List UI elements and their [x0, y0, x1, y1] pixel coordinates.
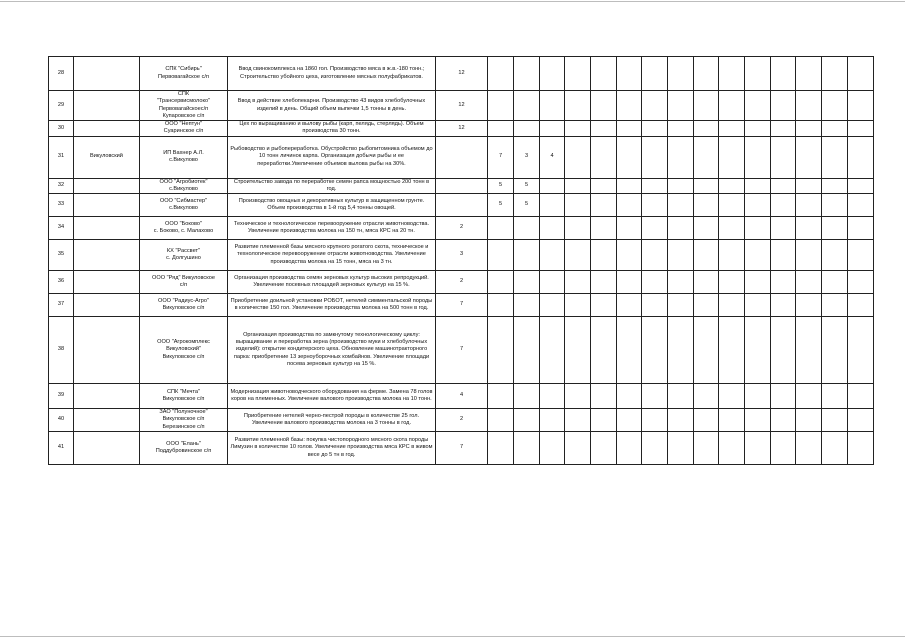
table-row [49, 240, 874, 271]
empty-cell [822, 409, 848, 432]
empty-cell [565, 409, 591, 432]
empty-cell [668, 317, 694, 384]
empty-cell [745, 240, 771, 271]
district-cell [74, 217, 140, 240]
value-cell-2 [488, 384, 514, 409]
empty-cell [617, 294, 642, 317]
district-cell [74, 317, 140, 384]
empty-cell [565, 194, 591, 217]
empty-cell [745, 217, 771, 240]
empty-cell [822, 294, 848, 317]
value-cell-2 [488, 121, 514, 137]
table-row [49, 217, 874, 240]
empty-cell [642, 317, 668, 384]
project-description-cell: Организация производства семян зерновых культур высоких репродукций. Увеличение посевных площадей зерновых культур на 15 %. [228, 271, 436, 294]
empty-cell [745, 271, 771, 294]
empty-cell [617, 178, 642, 194]
value-cell-4 [540, 178, 565, 194]
empty-cell [642, 178, 668, 194]
value-cell-4 [540, 409, 565, 432]
empty-cell [822, 317, 848, 384]
empty-cell [591, 121, 617, 137]
value-cell-4 [540, 121, 565, 137]
empty-cell [591, 178, 617, 194]
empty-cell [822, 194, 848, 217]
empty-cell [642, 217, 668, 240]
value-cell-2 [488, 294, 514, 317]
value-cell-1: 7 [436, 294, 488, 317]
project-description-cell: Ввод свинокомплекса на 1860 гол. Производство мяса в ж.в.-180 тонн.; Строительство убойного цеха, изготовление мясных полуфабрикатов. [228, 57, 436, 91]
empty-cell [719, 317, 745, 384]
empty-cell [822, 217, 848, 240]
empty-cell [796, 57, 822, 91]
organization-cell: ООО "Радиус-Агро" Викуловское с/п [140, 294, 228, 317]
value-cell-2 [488, 432, 514, 465]
empty-cell [745, 194, 771, 217]
project-description-cell: Развитие племенной базы: покупка чистопородного мясного скота породы Лимузин в количестве 10 голов. Увеличение производства мяса КРС в живом весе до 5 тн в год. [228, 432, 436, 465]
value-cell-3 [514, 384, 540, 409]
empty-cell [822, 91, 848, 121]
value-cell-1: 2 [436, 409, 488, 432]
empty-cell [848, 217, 874, 240]
empty-cell [565, 121, 591, 137]
empty-cell [617, 271, 642, 294]
empty-cell [796, 432, 822, 465]
empty-cell [642, 194, 668, 217]
value-cell-4 [540, 91, 565, 121]
empty-cell [848, 178, 874, 194]
empty-cell [668, 240, 694, 271]
empty-cell [565, 317, 591, 384]
value-cell-1: 2 [436, 217, 488, 240]
value-cell-3 [514, 240, 540, 271]
empty-cell [565, 91, 591, 121]
value-cell-1: 7 [436, 432, 488, 465]
empty-cell [617, 136, 642, 178]
row-number: 34 [49, 217, 74, 240]
empty-cell [591, 91, 617, 121]
project-description-cell: Развитие племенной базы мясного крупного рогатого скота, техническое и технологическое перевооружение отрасли животноводства. Увеличение производства молока на 15 тонн, мяса на 3 тн. [228, 240, 436, 271]
table-row [49, 136, 874, 178]
row-number: 41 [49, 432, 74, 465]
row-number: 35 [49, 240, 74, 271]
row-number: 36 [49, 271, 74, 294]
empty-cell [719, 432, 745, 465]
empty-cell [796, 317, 822, 384]
empty-cell [745, 57, 771, 91]
value-cell-1: 4 [436, 384, 488, 409]
empty-cell [719, 91, 745, 121]
project-description-cell: Организация производства по замкнутому технологическому циклу: выращивание и переработка зерна (производство муки и хлебобулочных изделий): открытие кондитерского цеха. Обновление машинотракторного парка: приобретение 13 зерноуборочных комбайнов. Увеличение площади посева зерновых культур на 15 %. [228, 317, 436, 384]
empty-cell [694, 240, 719, 271]
empty-cell [771, 317, 796, 384]
scan-line-bottom [0, 636, 905, 637]
table-row [49, 409, 874, 432]
empty-cell [822, 271, 848, 294]
empty-cell [719, 136, 745, 178]
empty-cell [565, 217, 591, 240]
district-cell [74, 409, 140, 432]
value-cell-3: 5 [514, 194, 540, 217]
organization-cell: КХ "Рассвет" с. Долгушино [140, 240, 228, 271]
project-description-cell: Цех по выращиванию и вылову рыбы (карп, пелядь, стерлядь). Объем производства 30 тонн. [228, 121, 436, 137]
row-number: 40 [49, 409, 74, 432]
empty-cell [617, 317, 642, 384]
empty-cell [617, 194, 642, 217]
projects-table [48, 56, 874, 465]
value-cell-4 [540, 432, 565, 465]
empty-cell [591, 317, 617, 384]
empty-cell [796, 294, 822, 317]
empty-cell [719, 57, 745, 91]
empty-cell [822, 384, 848, 409]
empty-cell [719, 194, 745, 217]
empty-cell [668, 217, 694, 240]
row-number: 38 [49, 317, 74, 384]
empty-cell [796, 121, 822, 137]
table-row [49, 271, 874, 294]
value-cell-4 [540, 217, 565, 240]
district-cell [74, 432, 140, 465]
value-cell-4 [540, 384, 565, 409]
empty-cell [617, 240, 642, 271]
project-description-cell: Модернизация животноводческого оборудования на ферме. Замена 78 голов коров на племенных. Увеличение валового производства молока на 10 тонн. [228, 384, 436, 409]
empty-cell [822, 240, 848, 271]
empty-cell [848, 136, 874, 178]
row-number: 37 [49, 294, 74, 317]
empty-cell [745, 317, 771, 384]
empty-cell [642, 384, 668, 409]
project-description-cell: Рыбоводство и рыбопереработка. Обустройство рыбопитомника объемом до 10 тонн личинок карпа. Организация добычи рыбы и ее переработки.Увеличение объемов вылова рыбы на 30%. [228, 136, 436, 178]
empty-cell [719, 240, 745, 271]
table-row [49, 121, 874, 137]
organization-cell: ООО "Боково" с. Боково, с. Малаховo [140, 217, 228, 240]
table-row [49, 317, 874, 384]
value-cell-2 [488, 409, 514, 432]
empty-cell [591, 432, 617, 465]
empty-cell [745, 409, 771, 432]
empty-cell [591, 57, 617, 91]
row-number: 32 [49, 178, 74, 194]
empty-cell [848, 91, 874, 121]
value-cell-3: 5 [514, 178, 540, 194]
empty-cell [796, 271, 822, 294]
empty-cell [719, 121, 745, 137]
empty-cell [694, 409, 719, 432]
empty-cell [617, 91, 642, 121]
empty-cell [591, 384, 617, 409]
empty-cell [719, 294, 745, 317]
empty-cell [642, 409, 668, 432]
value-cell-1: 7 [436, 317, 488, 384]
district-cell [74, 194, 140, 217]
value-cell-2 [488, 317, 514, 384]
empty-cell [642, 57, 668, 91]
district-cell [74, 178, 140, 194]
empty-cell [771, 217, 796, 240]
value-cell-2 [488, 57, 514, 91]
organization-cell: ООО "Елань" Поддубровинское с/п [140, 432, 228, 465]
empty-cell [617, 217, 642, 240]
value-cell-3 [514, 317, 540, 384]
empty-cell [719, 384, 745, 409]
empty-cell [642, 136, 668, 178]
value-cell-3 [514, 57, 540, 91]
empty-cell [668, 384, 694, 409]
empty-cell [796, 136, 822, 178]
empty-cell [745, 294, 771, 317]
empty-cell [617, 409, 642, 432]
empty-cell [745, 384, 771, 409]
empty-cell [796, 409, 822, 432]
project-description-cell: Строительство завода по переработке семян рапса мощностью 200 тонн в год. [228, 178, 436, 194]
empty-cell [668, 178, 694, 194]
value-cell-1 [436, 136, 488, 178]
value-cell-4 [540, 294, 565, 317]
empty-cell [822, 57, 848, 91]
organization-cell: ООО "Агробиотек" с.Викулово [140, 178, 228, 194]
empty-cell [668, 294, 694, 317]
empty-cell [796, 194, 822, 217]
value-cell-4: 4 [540, 136, 565, 178]
value-cell-3 [514, 432, 540, 465]
empty-cell [771, 178, 796, 194]
empty-cell [848, 271, 874, 294]
value-cell-2 [488, 271, 514, 294]
project-description-cell: Ввод в действие хлебопекарни. Производство 43 видов хлебобулочных изделий в день. Общий объем выпечки 1,5 тонны в день. [228, 91, 436, 121]
empty-cell [771, 194, 796, 217]
empty-cell [822, 136, 848, 178]
row-number: 30 [49, 121, 74, 137]
empty-cell [771, 121, 796, 137]
empty-cell [796, 384, 822, 409]
empty-cell [591, 194, 617, 217]
organization-cell: ЗАО "Полуночное" Викуловское с/п Березинское с/п [140, 409, 228, 432]
empty-cell [848, 121, 874, 137]
empty-cell [617, 432, 642, 465]
empty-cell [642, 294, 668, 317]
empty-cell [745, 121, 771, 137]
empty-cell [694, 432, 719, 465]
value-cell-2 [488, 91, 514, 121]
value-cell-4 [540, 57, 565, 91]
organization-cell: ООО "Ряд" Викуловское с/п [140, 271, 228, 294]
empty-cell [642, 240, 668, 271]
empty-cell [848, 384, 874, 409]
empty-cell [668, 194, 694, 217]
value-cell-1: 12 [436, 91, 488, 121]
empty-cell [591, 217, 617, 240]
empty-cell [591, 271, 617, 294]
value-cell-3 [514, 271, 540, 294]
value-cell-3: 3 [514, 136, 540, 178]
empty-cell [848, 432, 874, 465]
empty-cell [565, 432, 591, 465]
value-cell-2 [488, 240, 514, 271]
empty-cell [668, 271, 694, 294]
empty-cell [796, 217, 822, 240]
row-number: 29 [49, 91, 74, 121]
value-cell-1: 12 [436, 121, 488, 137]
value-cell-4 [540, 240, 565, 271]
empty-cell [694, 217, 719, 240]
empty-cell [565, 240, 591, 271]
empty-cell [642, 432, 668, 465]
empty-cell [796, 178, 822, 194]
district-cell [74, 294, 140, 317]
empty-cell [617, 121, 642, 137]
organization-cell: СПК "Мечта" Викуловское с/п [140, 384, 228, 409]
empty-cell [848, 317, 874, 384]
empty-cell [771, 432, 796, 465]
district-cell: Викуловский [74, 136, 140, 178]
empty-cell [668, 57, 694, 91]
empty-cell [771, 294, 796, 317]
empty-cell [822, 178, 848, 194]
value-cell-1: 12 [436, 57, 488, 91]
district-cell [74, 57, 140, 91]
empty-cell [565, 57, 591, 91]
value-cell-2: 7 [488, 136, 514, 178]
value-cell-2: 5 [488, 178, 514, 194]
empty-cell [694, 121, 719, 137]
empty-cell [565, 136, 591, 178]
empty-cell [848, 240, 874, 271]
value-cell-3 [514, 409, 540, 432]
empty-cell [694, 57, 719, 91]
empty-cell [745, 91, 771, 121]
value-cell-1: 2 [436, 271, 488, 294]
value-cell-1 [436, 178, 488, 194]
table-row [49, 194, 874, 217]
value-cell-4 [540, 317, 565, 384]
empty-cell [848, 409, 874, 432]
empty-cell [668, 409, 694, 432]
district-cell [74, 271, 140, 294]
empty-cell [822, 121, 848, 137]
empty-cell [642, 121, 668, 137]
empty-cell [745, 136, 771, 178]
empty-cell [719, 217, 745, 240]
organization-cell: ООО "Нептун" Суаринское с/п [140, 121, 228, 137]
empty-cell [668, 121, 694, 137]
empty-cell [848, 57, 874, 91]
district-cell [74, 91, 140, 121]
empty-cell [694, 91, 719, 121]
organization-cell: СПК "Сибирь" Первовагайское с/п [140, 57, 228, 91]
table-row [49, 91, 874, 121]
empty-cell [694, 271, 719, 294]
district-cell [74, 384, 140, 409]
empty-cell [617, 57, 642, 91]
empty-cell [565, 384, 591, 409]
value-cell-1 [436, 194, 488, 217]
row-number: 39 [49, 384, 74, 409]
empty-cell [694, 384, 719, 409]
empty-cell [642, 271, 668, 294]
table-row [49, 178, 874, 194]
empty-cell [771, 384, 796, 409]
empty-cell [617, 384, 642, 409]
empty-cell [848, 294, 874, 317]
empty-cell [796, 240, 822, 271]
project-description-cell: Приобретение нетелей черно-пестрой породы в количестве 25 гол. Увеличение валового производства молока на 3 тонны в год. [228, 409, 436, 432]
empty-cell [591, 409, 617, 432]
empty-cell [771, 136, 796, 178]
empty-cell [565, 178, 591, 194]
organization-cell: ООО "Агрокомплекс Викуловский" Викуловское с/п [140, 317, 228, 384]
empty-cell [668, 432, 694, 465]
table-row [49, 57, 874, 91]
empty-cell [668, 136, 694, 178]
empty-cell [719, 178, 745, 194]
organization-cell: ИП Вахнер А.Л. с.Викулово [140, 136, 228, 178]
table-row [49, 432, 874, 465]
value-cell-4 [540, 194, 565, 217]
value-cell-2: 5 [488, 194, 514, 217]
empty-cell [565, 271, 591, 294]
project-description-cell: Приобретение доильной установки РОБОТ, нетелей симментальской породы в количестве 150 гол. Увеличение производства молока на 500 тонн в год. [228, 294, 436, 317]
row-number: 28 [49, 57, 74, 91]
project-description-cell: Техническое и технологическое перевооружение отрасли животноводства. Увеличение производства молока на 150 тн, мяса КРС на 20 тн. [228, 217, 436, 240]
value-cell-4 [540, 271, 565, 294]
value-cell-1: 3 [436, 240, 488, 271]
value-cell-3 [514, 217, 540, 240]
empty-cell [771, 240, 796, 271]
empty-cell [848, 194, 874, 217]
empty-cell [591, 240, 617, 271]
value-cell-2 [488, 217, 514, 240]
empty-cell [745, 178, 771, 194]
empty-cell [694, 136, 719, 178]
row-number: 31 [49, 136, 74, 178]
value-cell-3 [514, 91, 540, 121]
row-number: 33 [49, 194, 74, 217]
empty-cell [771, 57, 796, 91]
empty-cell [771, 271, 796, 294]
scan-line-top [0, 1, 905, 2]
empty-cell [822, 432, 848, 465]
project-description-cell: Производство овощных и декоративных культур в защищенном грунте. Объем производства в 1-й год 5,4 тонны овощей. [228, 194, 436, 217]
value-cell-3 [514, 294, 540, 317]
empty-cell [591, 136, 617, 178]
empty-cell [642, 91, 668, 121]
empty-cell [719, 271, 745, 294]
empty-cell [694, 194, 719, 217]
value-cell-3 [514, 121, 540, 137]
table-row [49, 294, 874, 317]
empty-cell [796, 91, 822, 121]
district-cell [74, 240, 140, 271]
empty-cell [565, 294, 591, 317]
empty-cell [771, 409, 796, 432]
empty-cell [591, 294, 617, 317]
empty-cell [694, 178, 719, 194]
empty-cell [694, 317, 719, 384]
empty-cell [668, 91, 694, 121]
empty-cell [745, 432, 771, 465]
organization-cell: ООО "Сибмастер" с.Викулово [140, 194, 228, 217]
table-row [49, 384, 874, 409]
empty-cell [771, 91, 796, 121]
empty-cell [719, 409, 745, 432]
organization-cell: СПК "Трансервисмолоко" Первовагайскоес/п Купаровское с/п [140, 91, 228, 121]
empty-cell [694, 294, 719, 317]
district-cell [74, 121, 140, 137]
